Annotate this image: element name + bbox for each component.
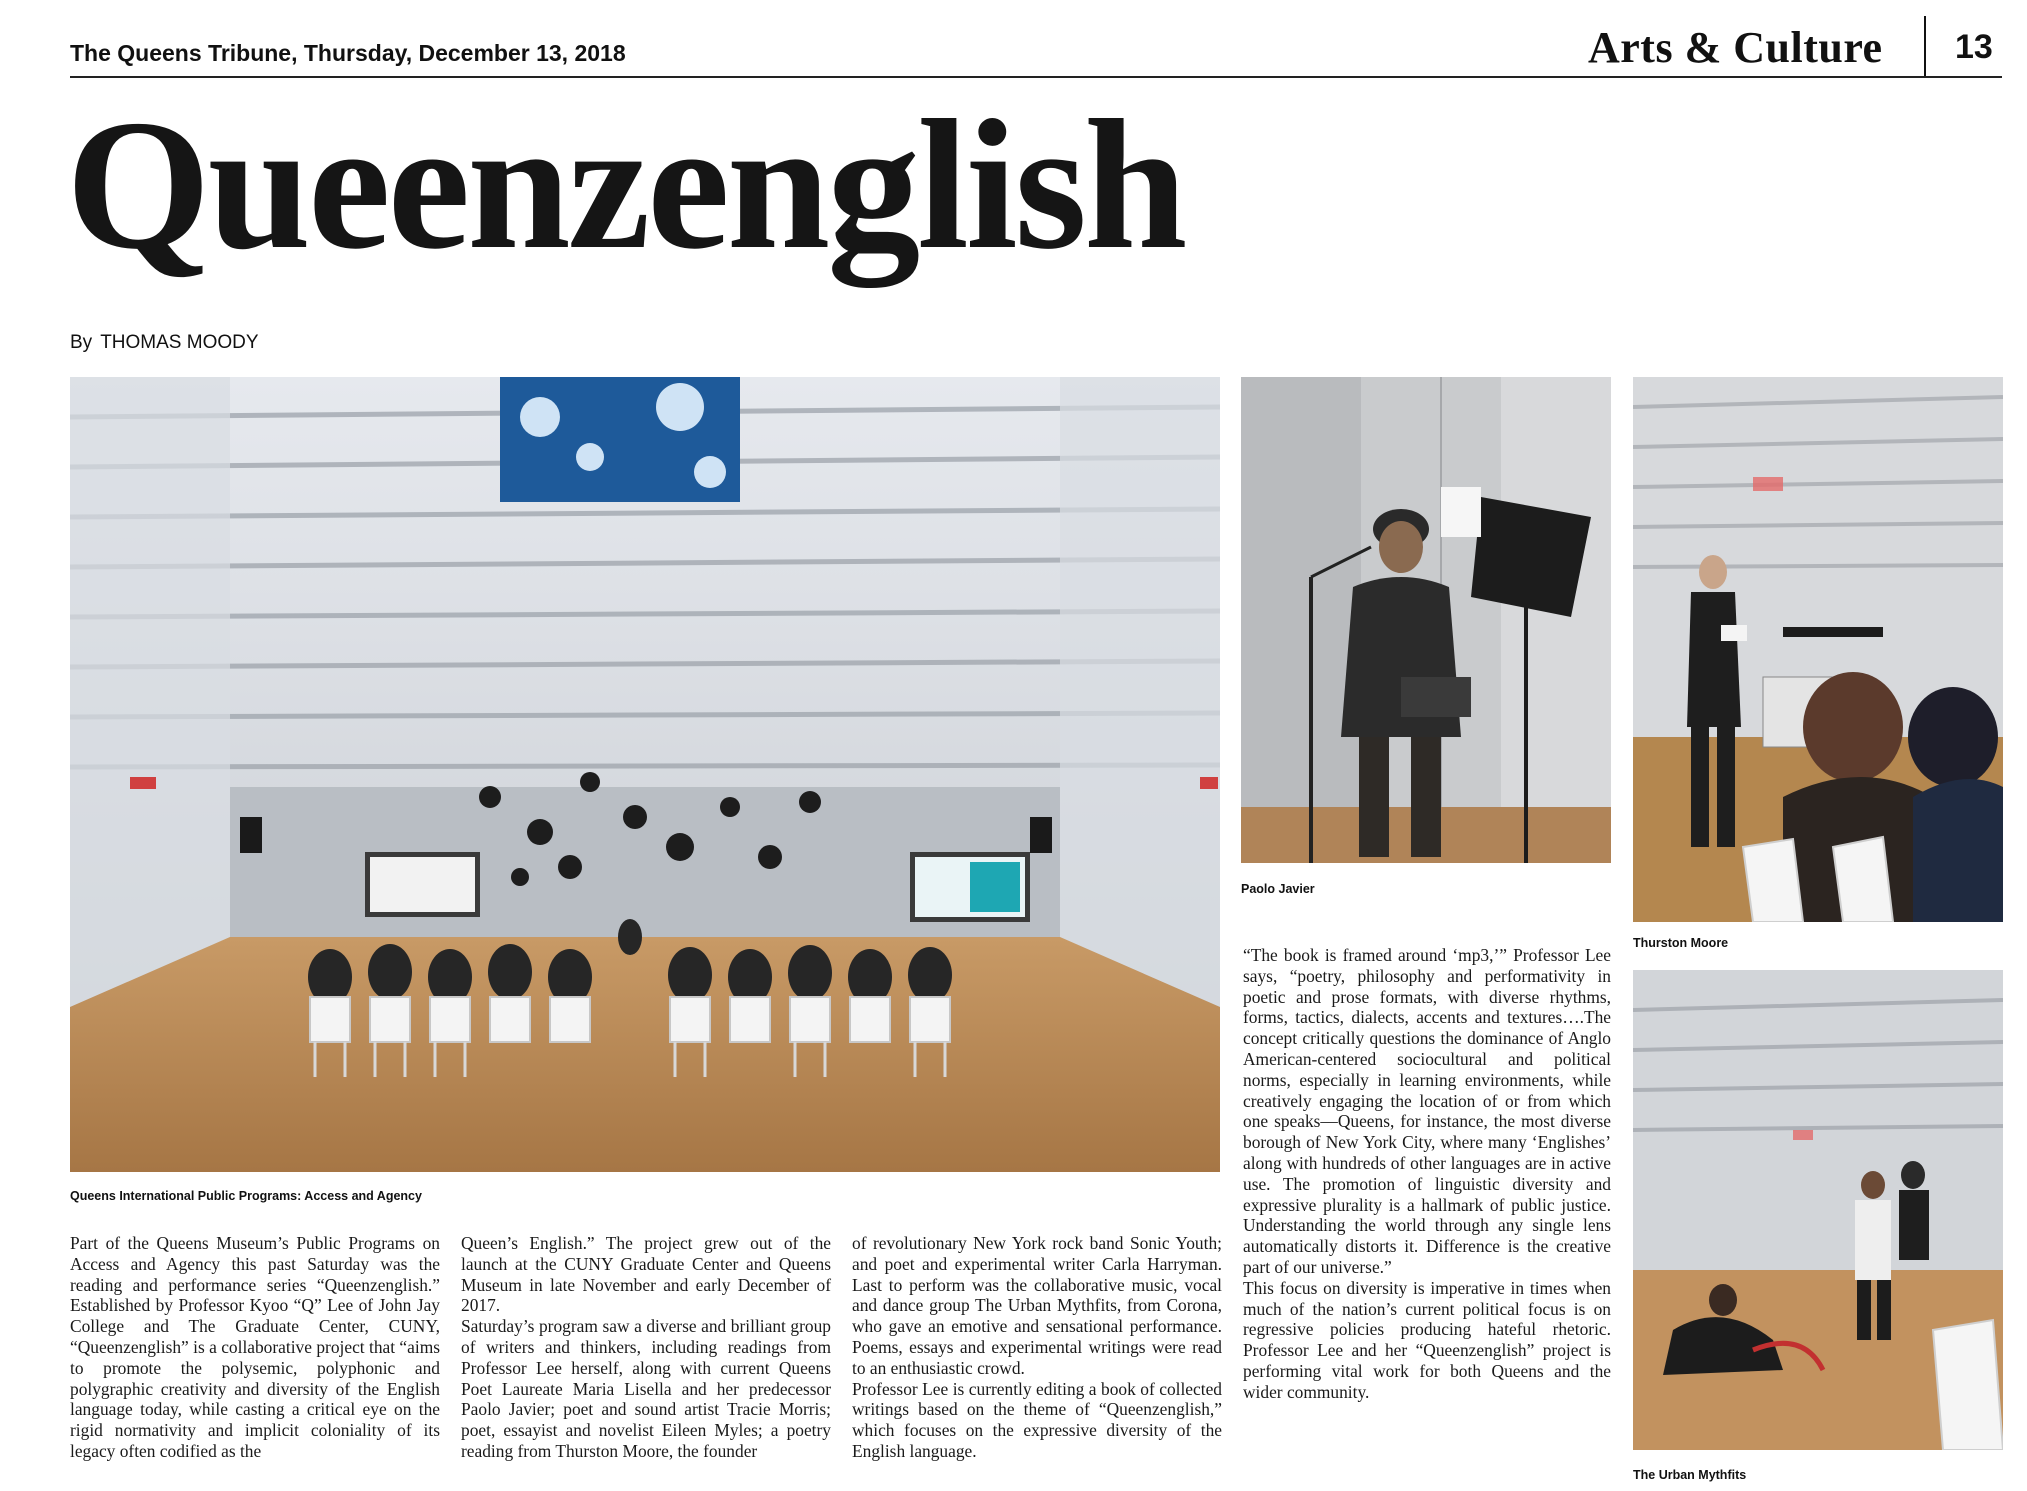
- thurston-moore-illustration: [1633, 377, 2003, 922]
- header-rule: [70, 76, 2002, 78]
- page-number: 13: [1955, 28, 1993, 66]
- byline-prefix: By: [70, 332, 93, 353]
- body-column-3: [852, 1233, 1222, 1462]
- body-column-4: [1243, 945, 1611, 1403]
- body-paragraph: Saturday’s program saw a diverse and brilliant group of writers and thinkers, including readings from Professor Lee herself, along with current Queens Poet Laureate Maria Lisella and her predecessor Paolo Javier; poet and sound artist Tracie Morris; poet, essayist and novelist Eileen Myles; a poetry reading from Thurston Moore, the founder: [461, 1316, 831, 1461]
- headline: Queenzenglish: [66, 82, 1185, 288]
- thurston-moore-caption: Thurston Moore: [1633, 936, 1729, 950]
- paolo-javier-illustration: [1241, 377, 1611, 863]
- body-paragraph: “The book is framed around ‘mp3,’” Professor Lee says, “poetry, philosophy and performativity in poetic and prose formats, with diverse rhythms, forms, tactics, dialects, accents and textures….The concept critically questions the dominance of Anglo American-centered sociocultural and political norms, especially in learning environments, while creatively engaging the location of or from which one speaks—Queens, for instance, the most diverse borough of New York City, where many ‘Englishes’ along with hundreds of other languages are in active use. The promotion of linguistic diversity and expressive plurality is a hallmark of public justice. Understanding the world through any single lens automatically distorts it. Difference is the creative part of our universe.”: [1243, 945, 1611, 1277]
- urban-mythfits-illustration: [1633, 970, 2003, 1450]
- byline: [70, 332, 259, 354]
- urban-mythfits-photo: [1633, 970, 2003, 1450]
- paolo-javier-caption: Paolo Javier: [1241, 882, 1315, 896]
- body-paragraph: Part of the Queens Museum’s Public Programs on Access and Agency this past Saturday was the reading and performance series “Queenzenglish.” Established by Professor Kyoo “Q” Lee of John Jay College and The Graduate Center, CUNY, “Queenzenglish” is a collaborative project that “aims to promote the polysemic, polyphonic and polygraphic creativity and diversity of the English language today, while casting a critical eye on the rigid normativity and implicit coloniality of its legacy often codified as the: [70, 1233, 440, 1461]
- paolo-javier-photo: [1241, 377, 1611, 863]
- body-paragraph: of revolutionary New York rock band Sonic Youth; and poet and experimental writer Carla Harryman. Last to perform was the collaborative music, vocal and dance group The Urban Mythfits, from Corona, who gave an emotive and sensational performance. Poems, essays and experimental writings were read to an enthusiastic crowd.: [852, 1233, 1222, 1378]
- masthead-line: The Queens Tribune, Thursday, December 13, 2018: [70, 40, 626, 66]
- main-photo-caption: Queens International Public Programs: Access and Agency: [70, 1189, 422, 1203]
- body-column-1: [70, 1233, 440, 1462]
- header-divider: [1924, 16, 1926, 76]
- body-paragraph: This focus on diversity is imperative in times when much of the nation’s current political focus is on regressive policies producing hateful rhetoric. Professor Lee and her “Queenzenglish” project is performing vital work for both Queens and the wider community.: [1243, 1277, 1611, 1402]
- body-column-2: [461, 1233, 831, 1462]
- main-photo-illustration: [70, 377, 1220, 1172]
- body-paragraph: Professor Lee is currently editing a book of collected writings based on the theme of “Queenzenglish,” which focuses on the expressive diversity of the English language.: [852, 1378, 1222, 1461]
- urban-mythfits-caption: The Urban Mythfits: [1633, 1468, 1747, 1482]
- byline-author: THOMAS MOODY: [100, 332, 259, 353]
- body-paragraph: Queen’s English.” The project grew out of the launch at the CUNY Graduate Center and Queens Museum in late November and early December of 2017.: [461, 1233, 831, 1316]
- section-name: Arts & Culture: [1588, 23, 1883, 72]
- thurston-moore-photo: [1633, 377, 2003, 922]
- main-photo: [70, 377, 1220, 1172]
